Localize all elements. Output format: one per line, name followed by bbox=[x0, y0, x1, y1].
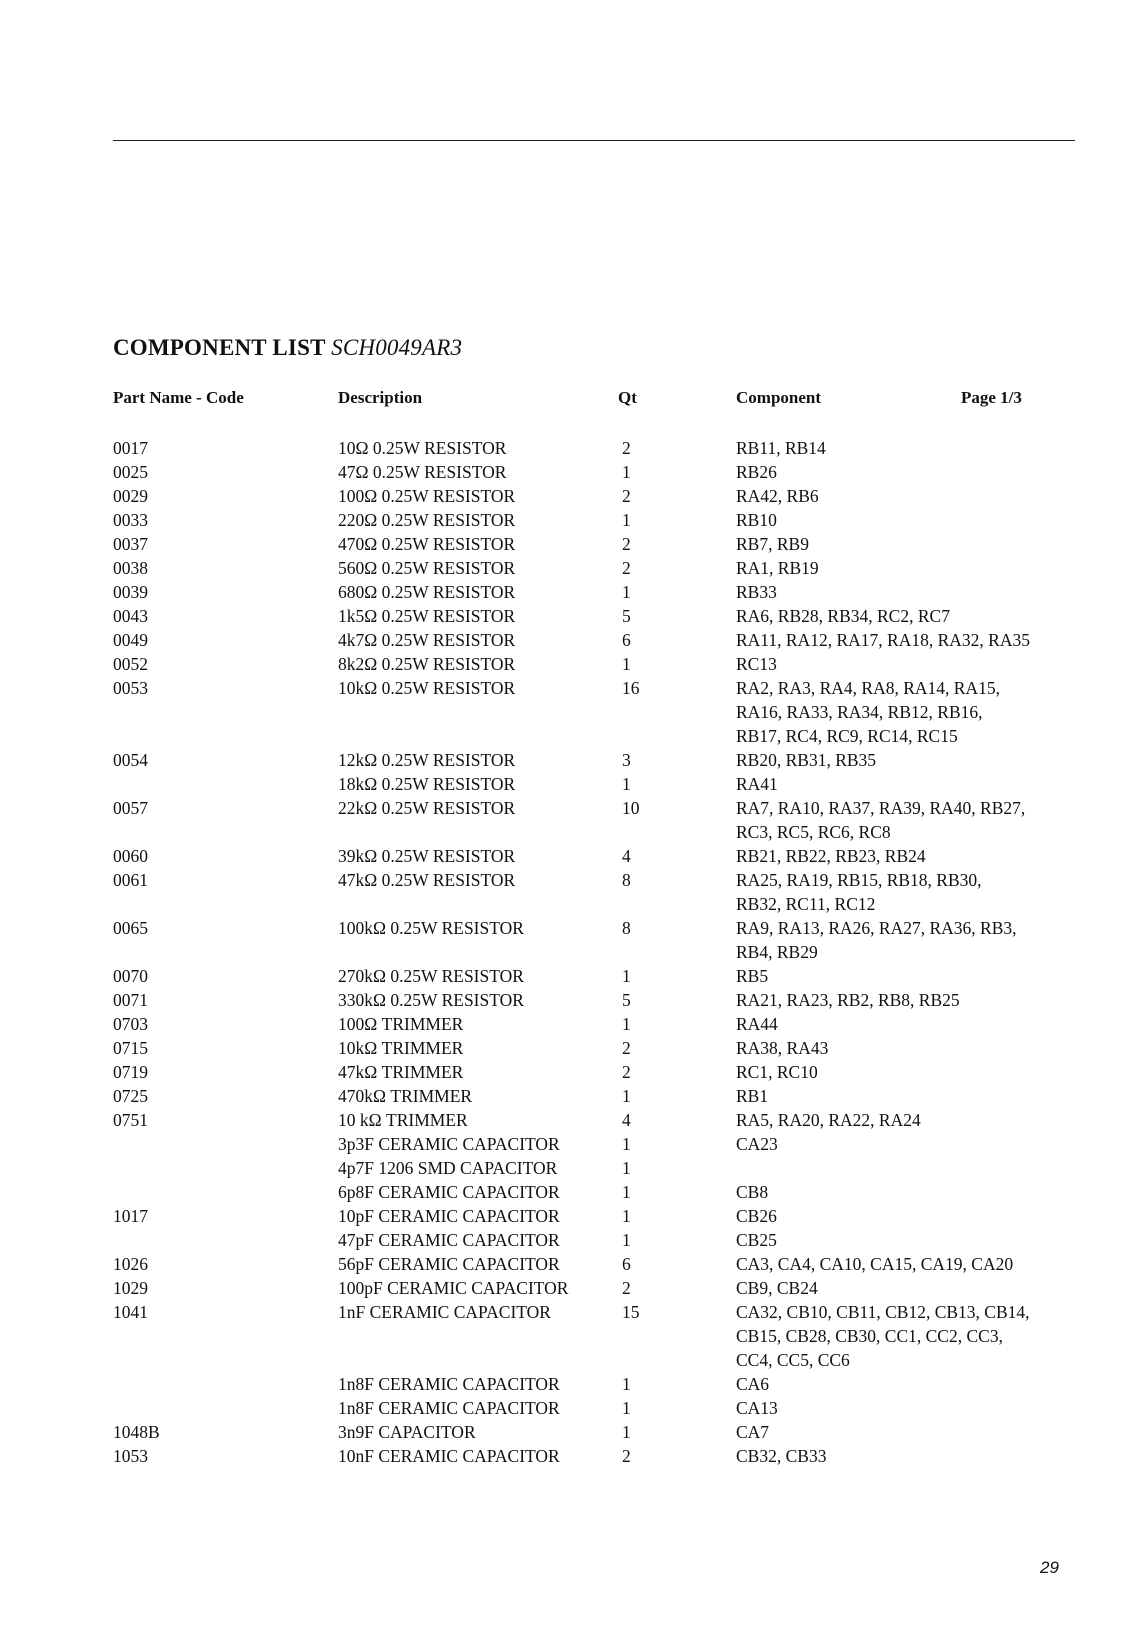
part-description: 1n8F CERAMIC CAPACITOR bbox=[338, 1374, 560, 1394]
part-code: 0751 bbox=[113, 1110, 148, 1130]
part-description: 1k5Ω 0.25W RESISTOR bbox=[338, 606, 516, 626]
part-description: 100Ω TRIMMER bbox=[338, 1014, 464, 1034]
header-page: Page 1/3 bbox=[961, 388, 1022, 407]
part-quantity: 2 bbox=[622, 1446, 631, 1466]
part-quantity: 2 bbox=[622, 1278, 631, 1298]
component-refs bbox=[736, 508, 1076, 532]
component-refs bbox=[736, 1252, 1076, 1276]
header-rule bbox=[113, 140, 1075, 141]
part-quantity: 4 bbox=[622, 1110, 631, 1130]
table-row bbox=[0, 844, 1127, 868]
component-refs-line: CB32, CB33 bbox=[736, 1446, 827, 1466]
component-refs-line: RA6, RB28, RB34, RC2, RC7 bbox=[736, 606, 950, 626]
part-code: 0049 bbox=[113, 630, 148, 650]
component-refs-line: CB8 bbox=[736, 1182, 769, 1202]
component-refs bbox=[736, 844, 1076, 868]
part-code: 1029 bbox=[113, 1278, 148, 1298]
component-refs-line: RB11, RB14 bbox=[736, 438, 826, 458]
component-refs-line: RA38, RA43 bbox=[736, 1038, 829, 1058]
part-quantity: 1 bbox=[622, 1086, 631, 1106]
part-quantity: 6 bbox=[622, 630, 631, 650]
table-row bbox=[0, 652, 1127, 676]
component-refs bbox=[736, 460, 1076, 484]
part-description: 680Ω 0.25W RESISTOR bbox=[338, 582, 516, 602]
component-refs-line: RB32, RC11, RC12 bbox=[736, 894, 876, 914]
part-description: 220Ω 0.25W RESISTOR bbox=[338, 510, 516, 530]
table-row bbox=[0, 796, 1127, 844]
part-description: 4k7Ω 0.25W RESISTOR bbox=[338, 630, 516, 650]
component-refs-line: CA6 bbox=[736, 1374, 770, 1394]
part-description: 10 kΩ TRIMMER bbox=[338, 1110, 468, 1130]
table-row bbox=[0, 532, 1127, 556]
part-quantity: 1 bbox=[622, 462, 631, 482]
part-quantity: 6 bbox=[622, 1254, 631, 1274]
component-refs-line: CA3, CA4, CA10, CA15, CA19, CA20 bbox=[736, 1254, 1014, 1274]
part-description: 47pF CERAMIC CAPACITOR bbox=[338, 1230, 560, 1250]
component-refs bbox=[736, 1444, 1076, 1468]
part-description: 100Ω 0.25W RESISTOR bbox=[338, 486, 516, 506]
part-description: 56pF CERAMIC CAPACITOR bbox=[338, 1254, 560, 1274]
part-code: 1026 bbox=[113, 1254, 148, 1274]
part-quantity: 1 bbox=[622, 1134, 631, 1154]
component-refs-line: CB26 bbox=[736, 1206, 777, 1226]
part-code: 1041 bbox=[113, 1302, 148, 1322]
table-row bbox=[0, 460, 1127, 484]
component-refs bbox=[736, 436, 1076, 460]
part-description: 47Ω 0.25W RESISTOR bbox=[338, 462, 507, 482]
part-code: 0037 bbox=[113, 534, 148, 554]
part-quantity: 1 bbox=[622, 1422, 631, 1442]
part-description: 6p8F CERAMIC CAPACITOR bbox=[338, 1182, 560, 1202]
table-row bbox=[0, 1372, 1127, 1396]
component-refs bbox=[736, 1420, 1076, 1444]
part-quantity: 1 bbox=[622, 1158, 631, 1178]
part-description: 100kΩ 0.25W RESISTOR bbox=[338, 918, 524, 938]
component-table bbox=[0, 436, 1127, 1468]
table-row bbox=[0, 580, 1127, 604]
component-refs bbox=[736, 1012, 1076, 1036]
component-refs-line: RB21, RB22, RB23, RB24 bbox=[736, 846, 926, 866]
component-refs bbox=[736, 1372, 1076, 1396]
part-description: 10Ω 0.25W RESISTOR bbox=[338, 438, 507, 458]
part-description: 470kΩ TRIMMER bbox=[338, 1086, 473, 1106]
part-quantity: 2 bbox=[622, 438, 631, 458]
title-code: SCH0049AR3 bbox=[331, 335, 463, 360]
table-row bbox=[0, 1012, 1127, 1036]
part-code: 1048B bbox=[113, 1422, 160, 1442]
component-refs-line: RB17, RC4, RC9, RC14, RC15 bbox=[736, 726, 958, 746]
component-refs bbox=[736, 1060, 1076, 1084]
part-code: 0070 bbox=[113, 966, 148, 986]
part-description: 330kΩ 0.25W RESISTOR bbox=[338, 990, 524, 1010]
table-row bbox=[0, 1420, 1127, 1444]
component-refs-line: RA42, RB6 bbox=[736, 486, 819, 506]
part-description: 10nF CERAMIC CAPACITOR bbox=[338, 1446, 560, 1466]
part-code: 0033 bbox=[113, 510, 148, 530]
component-refs-line: RA25, RA19, RB15, RB18, RB30, bbox=[736, 870, 982, 890]
part-quantity: 2 bbox=[622, 558, 631, 578]
component-refs-line: RA1, RB19 bbox=[736, 558, 819, 578]
part-quantity: 5 bbox=[622, 606, 631, 626]
component-refs bbox=[736, 676, 1076, 748]
part-code: 0703 bbox=[113, 1014, 148, 1034]
component-refs-line: RA9, RA13, RA26, RA27, RA36, RB3, bbox=[736, 918, 1017, 938]
title-text: COMPONENT LIST bbox=[113, 335, 326, 360]
component-refs-line: RA44 bbox=[736, 1014, 778, 1034]
component-refs-line bbox=[736, 1156, 1076, 1180]
table-row bbox=[0, 676, 1127, 748]
component-refs-line: CC4, CC5, CC6 bbox=[736, 1350, 850, 1370]
part-quantity: 5 bbox=[622, 990, 631, 1010]
page-title bbox=[113, 333, 462, 363]
component-refs bbox=[736, 964, 1076, 988]
part-code: 0719 bbox=[113, 1062, 148, 1082]
part-quantity: 1 bbox=[622, 966, 631, 986]
table-row bbox=[0, 604, 1127, 628]
part-code: 0061 bbox=[113, 870, 148, 890]
part-quantity: 1 bbox=[622, 1398, 631, 1418]
table-row bbox=[0, 988, 1127, 1012]
part-code: 0052 bbox=[113, 654, 148, 674]
table-row bbox=[0, 1444, 1127, 1468]
table-row bbox=[0, 628, 1127, 652]
part-description: 3n9F CAPACITOR bbox=[338, 1422, 476, 1442]
part-quantity: 4 bbox=[622, 846, 631, 866]
component-refs bbox=[736, 1276, 1076, 1300]
component-refs bbox=[736, 1084, 1076, 1108]
component-refs-line: RB1 bbox=[736, 1086, 769, 1106]
part-code: 0715 bbox=[113, 1038, 148, 1058]
component-refs bbox=[736, 1300, 1076, 1372]
component-refs bbox=[736, 1108, 1076, 1132]
table-row bbox=[0, 1300, 1127, 1372]
part-code: 0054 bbox=[113, 750, 148, 770]
component-refs bbox=[736, 1204, 1076, 1228]
component-refs bbox=[736, 628, 1076, 652]
part-code: 0029 bbox=[113, 486, 148, 506]
part-description: 3p3F CERAMIC CAPACITOR bbox=[338, 1134, 560, 1154]
component-refs-line: CA13 bbox=[736, 1398, 778, 1418]
component-refs-line: RA7, RA10, RA37, RA39, RA40, RB27, bbox=[736, 798, 1026, 818]
component-refs bbox=[736, 1228, 1076, 1252]
part-code: 0725 bbox=[113, 1086, 148, 1106]
part-code: 0060 bbox=[113, 846, 148, 866]
part-quantity: 1 bbox=[622, 1182, 631, 1202]
component-refs bbox=[736, 1132, 1076, 1156]
component-refs bbox=[736, 604, 1076, 628]
part-description: 10kΩ TRIMMER bbox=[338, 1038, 464, 1058]
table-row bbox=[0, 1276, 1127, 1300]
component-refs bbox=[736, 796, 1076, 844]
part-quantity: 1 bbox=[622, 1014, 631, 1034]
part-description: 8k2Ω 0.25W RESISTOR bbox=[338, 654, 516, 674]
part-code: 1053 bbox=[113, 1446, 148, 1466]
part-quantity: 1 bbox=[622, 774, 631, 794]
table-row bbox=[0, 916, 1127, 964]
component-refs-line: RB26 bbox=[736, 462, 777, 482]
part-quantity: 2 bbox=[622, 486, 631, 506]
component-refs-line: CB15, CB28, CB30, CC1, CC2, CC3, bbox=[736, 1326, 1003, 1346]
component-refs bbox=[736, 1396, 1076, 1420]
part-quantity: 1 bbox=[622, 582, 631, 602]
part-description: 18kΩ 0.25W RESISTOR bbox=[338, 774, 516, 794]
part-code: 0057 bbox=[113, 798, 148, 818]
component-refs-line: CA23 bbox=[736, 1134, 778, 1154]
table-row bbox=[0, 1108, 1127, 1132]
part-code: 0039 bbox=[113, 582, 148, 602]
part-description: 22kΩ 0.25W RESISTOR bbox=[338, 798, 516, 818]
header-description: Description bbox=[338, 388, 423, 407]
part-description: 39kΩ 0.25W RESISTOR bbox=[338, 846, 516, 866]
component-refs-line: CB25 bbox=[736, 1230, 777, 1250]
table-row bbox=[0, 484, 1127, 508]
header-qty: Qt bbox=[618, 388, 637, 407]
part-description: 10kΩ 0.25W RESISTOR bbox=[338, 678, 516, 698]
part-description: 47kΩ TRIMMER bbox=[338, 1062, 464, 1082]
part-quantity: 2 bbox=[622, 534, 631, 554]
component-refs-line: RC3, RC5, RC6, RC8 bbox=[736, 822, 891, 842]
page-number: 29 bbox=[1040, 1558, 1059, 1577]
part-description: 1n8F CERAMIC CAPACITOR bbox=[338, 1398, 560, 1418]
part-quantity: 8 bbox=[622, 918, 631, 938]
component-refs-line: RA11, RA12, RA17, RA18, RA32, RA35 bbox=[736, 630, 1030, 650]
table-header bbox=[0, 386, 1127, 410]
component-refs-line: RA16, RA33, RA34, RB12, RB16, bbox=[736, 702, 983, 722]
table-row bbox=[0, 1084, 1127, 1108]
header-component: Component bbox=[736, 388, 822, 407]
table-row bbox=[0, 1180, 1127, 1204]
table-row bbox=[0, 748, 1127, 772]
component-refs bbox=[736, 772, 1076, 796]
component-refs bbox=[736, 1156, 1076, 1180]
part-description: 10pF CERAMIC CAPACITOR bbox=[338, 1206, 560, 1226]
part-code: 0071 bbox=[113, 990, 148, 1010]
part-code: 0053 bbox=[113, 678, 148, 698]
part-quantity: 1 bbox=[622, 1230, 631, 1250]
component-refs-line: CA7 bbox=[736, 1422, 770, 1442]
part-quantity: 10 bbox=[622, 798, 640, 818]
part-quantity: 1 bbox=[622, 1206, 631, 1226]
part-description: 12kΩ 0.25W RESISTOR bbox=[338, 750, 516, 770]
part-quantity: 3 bbox=[622, 750, 631, 770]
component-refs bbox=[736, 484, 1076, 508]
table-row bbox=[0, 1156, 1127, 1180]
table-row bbox=[0, 1396, 1127, 1420]
part-description: 270kΩ 0.25W RESISTOR bbox=[338, 966, 524, 986]
component-refs-line: RA21, RA23, RB2, RB8, RB25 bbox=[736, 990, 960, 1010]
component-refs-line: RA2, RA3, RA4, RA8, RA14, RA15, bbox=[736, 678, 1000, 698]
component-refs bbox=[736, 868, 1076, 916]
component-refs-line: RB20, RB31, RB35 bbox=[736, 750, 877, 770]
part-code: 0038 bbox=[113, 558, 148, 578]
table-row bbox=[0, 1228, 1127, 1252]
part-code: 1017 bbox=[113, 1206, 148, 1226]
part-quantity: 15 bbox=[622, 1302, 640, 1322]
component-refs-line: RB4, RB29 bbox=[736, 942, 818, 962]
table-row bbox=[0, 508, 1127, 532]
part-quantity: 1 bbox=[622, 654, 631, 674]
component-refs-line: RB5 bbox=[736, 966, 769, 986]
component-refs bbox=[736, 556, 1076, 580]
part-quantity: 2 bbox=[622, 1062, 631, 1082]
table-row bbox=[0, 772, 1127, 796]
component-refs bbox=[736, 580, 1076, 604]
component-refs bbox=[736, 532, 1076, 556]
component-refs-line: RB7, RB9 bbox=[736, 534, 809, 554]
part-description: 47kΩ 0.25W RESISTOR bbox=[338, 870, 516, 890]
table-row bbox=[0, 1204, 1127, 1228]
part-description: 1nF CERAMIC CAPACITOR bbox=[338, 1302, 551, 1322]
header-part-code: Part Name - Code bbox=[113, 388, 244, 407]
part-quantity: 16 bbox=[622, 678, 640, 698]
component-refs bbox=[736, 1180, 1076, 1204]
table-row bbox=[0, 436, 1127, 460]
component-refs bbox=[736, 652, 1076, 676]
part-quantity: 1 bbox=[622, 1374, 631, 1394]
part-quantity: 2 bbox=[622, 1038, 631, 1058]
component-refs bbox=[736, 916, 1076, 964]
part-description: 4p7F 1206 SMD CAPACITOR bbox=[338, 1158, 558, 1178]
table-row bbox=[0, 868, 1127, 916]
part-quantity: 8 bbox=[622, 870, 631, 890]
component-refs-line: RC13 bbox=[736, 654, 777, 674]
table-row bbox=[0, 1036, 1127, 1060]
component-refs-line: RB10 bbox=[736, 510, 777, 530]
component-refs-line: RA5, RA20, RA22, RA24 bbox=[736, 1110, 921, 1130]
component-refs bbox=[736, 988, 1076, 1012]
table-row bbox=[0, 1132, 1127, 1156]
component-refs-line: RC1, RC10 bbox=[736, 1062, 818, 1082]
component-refs-line: CA32, CB10, CB11, CB12, CB13, CB14, bbox=[736, 1302, 1030, 1322]
table-row bbox=[0, 1252, 1127, 1276]
component-refs-line: RB33 bbox=[736, 582, 777, 602]
component-refs-line: RA41 bbox=[736, 774, 778, 794]
part-description: 470Ω 0.25W RESISTOR bbox=[338, 534, 516, 554]
part-code: 0043 bbox=[113, 606, 148, 626]
table-row bbox=[0, 1060, 1127, 1084]
component-refs-line: CB9, CB24 bbox=[736, 1278, 818, 1298]
table-row bbox=[0, 964, 1127, 988]
part-description: 100pF CERAMIC CAPACITOR bbox=[338, 1278, 569, 1298]
component-refs bbox=[736, 1036, 1076, 1060]
component-refs bbox=[736, 748, 1076, 772]
part-description: 560Ω 0.25W RESISTOR bbox=[338, 558, 516, 578]
part-quantity: 1 bbox=[622, 510, 631, 530]
part-code: 0017 bbox=[113, 438, 148, 458]
table-row bbox=[0, 556, 1127, 580]
part-code: 0065 bbox=[113, 918, 148, 938]
part-code: 0025 bbox=[113, 462, 148, 482]
